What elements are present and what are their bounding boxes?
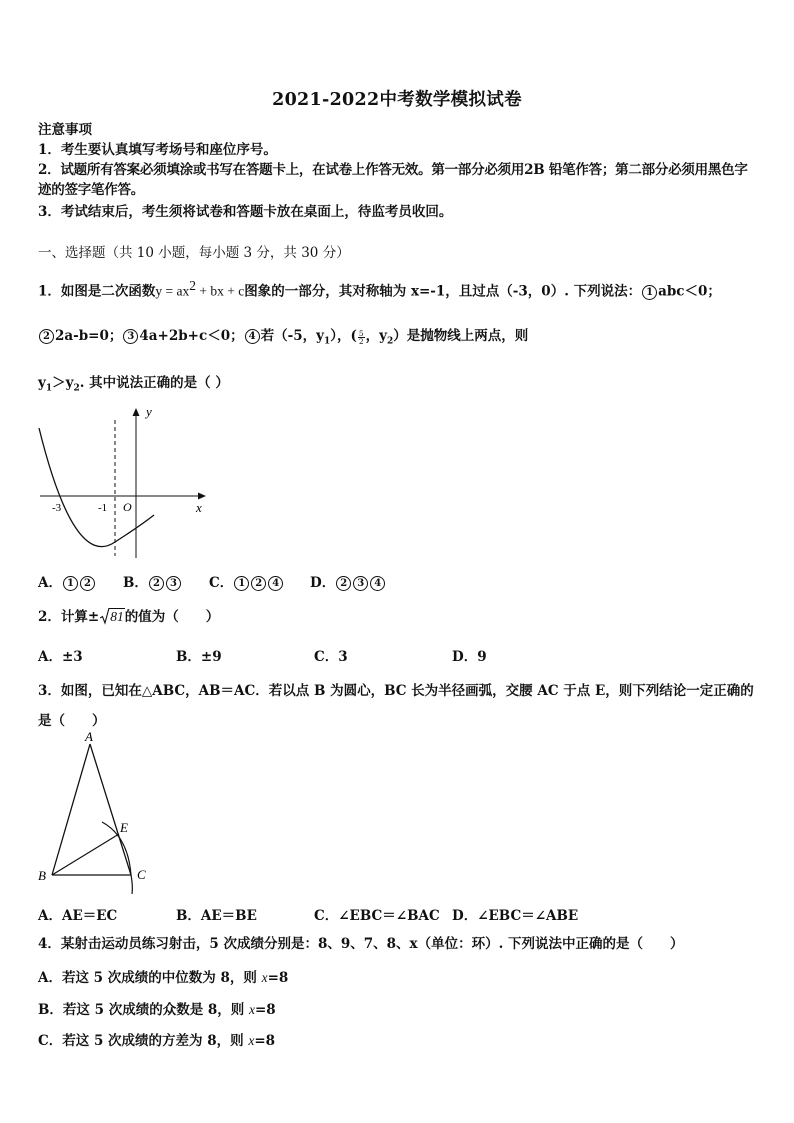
point-e-label: E — [120, 820, 128, 835]
question-1-line-3 — [38, 373, 229, 399]
circled-number: 3 — [166, 576, 181, 591]
circled-number: 1 — [234, 576, 249, 591]
q1-s4b: ），( — [330, 328, 357, 344]
question-4: 4．某射击运动员练习射击，5 次成绩分别是：8、9、7、8、x（单位：环）. 下列说法中正确的是（ ） — [38, 936, 684, 952]
q1-l3-sub1: 1 — [45, 383, 53, 394]
option-text: A．若这 5 次成绩的中位数为 8，则 — [38, 970, 262, 986]
q1-formula-b: + bx + c — [196, 283, 245, 299]
q2-option-d[interactable]: D．9 — [452, 649, 487, 665]
q1-option-d[interactable] — [310, 571, 386, 591]
vertex-c-label: C — [137, 867, 146, 882]
question-1-line-1 — [38, 276, 721, 302]
option-tail: =8 — [267, 970, 289, 986]
variable-x: x — [248, 1033, 255, 1048]
side-ac — [90, 744, 131, 875]
q2-tail: 的值为（ ） — [124, 609, 220, 625]
option-text: B．若这 5 次成绩的众数是 8，则 — [38, 1002, 249, 1018]
option-key: B． — [123, 575, 148, 591]
circled-number: 2 — [80, 576, 95, 591]
notice-item-1: 1．考生要认真填写考场号和座位序号。 — [38, 142, 277, 158]
tick-label-minus-1: -1 — [98, 502, 108, 514]
sqrt-symbol — [100, 607, 125, 627]
circled-number: 2 — [336, 576, 351, 591]
q2-option-c[interactable]: C．3 — [314, 649, 348, 665]
y-axis-label: y — [146, 404, 152, 419]
circled-number: 2 — [149, 576, 164, 591]
q3-option-b[interactable]: B．AE＝BE — [176, 908, 257, 924]
circled-number: 4 — [268, 576, 283, 591]
q1-s4c: ，y — [365, 328, 387, 344]
circled-3: 3 — [123, 329, 138, 344]
page-title: 2021-2022中考数学模拟试卷 — [272, 90, 522, 110]
q1-l3a: y — [38, 375, 46, 391]
q1-l3c: . 其中说法正确的是（ ） — [79, 375, 229, 391]
fraction — [358, 330, 365, 345]
q1-lead: 1．如图是二次函数 — [38, 283, 156, 300]
q3-option-c[interactable]: C．∠EBC＝∠BAC — [314, 908, 440, 924]
circled-number: 1 — [63, 576, 78, 591]
notice-heading: 注意事项 — [38, 122, 92, 138]
option-tail: =8 — [255, 1002, 276, 1018]
circled-number: 2 — [251, 576, 266, 591]
q1-l3-sub2: 2 — [73, 383, 80, 394]
option-tail: =8 — [254, 1033, 276, 1049]
q1-formula-a: y = ax — [155, 283, 190, 299]
question-3: 3．如图，已知在△ABC，AB＝AC．若以点 B 为圆心，BC 长为半径画弧，交腰 AC 于点 E，则下列结论一定正确的是（ ） — [38, 683, 754, 729]
q1-option-b[interactable] — [123, 571, 182, 591]
vertex-b-label: B — [38, 868, 46, 883]
q2-option-a[interactable]: A．±3 — [38, 649, 83, 665]
fraction-denominator: 2 — [358, 337, 364, 346]
q1-mid: 图象的一部分，其对称轴为 x=-1，且过点（-3，0）. 下列说法： — [244, 283, 642, 300]
radicand: 81 — [110, 609, 124, 624]
fraction-numerator: 5 — [358, 329, 364, 338]
circled-1: 1 — [642, 285, 657, 300]
parabola-curve — [39, 428, 154, 547]
option-text: C．若这 5 次成绩的方差为 8，则 — [38, 1033, 249, 1049]
section-heading: 一、选择题（共 10 小题，每小题 3 分，共 30 分） — [38, 245, 350, 261]
q4-option-c[interactable] — [38, 1029, 275, 1049]
q4-option-b[interactable] — [38, 998, 276, 1018]
notice-item-2: 2．试题所有答案必须填涂或书写在答题卡上，在试卷上作答无效。第一部分必须用2B 铅笔作答；第二部分必须用黑色字迹的签字笔作答。 — [38, 162, 748, 198]
circled-2: 2 — [39, 329, 54, 344]
x-axis-label: x — [196, 500, 202, 515]
q1-option-a[interactable] — [38, 571, 96, 591]
q1-s4-sub1: 1 — [323, 336, 331, 347]
vertex-a-label: A — [85, 729, 93, 744]
q1-option-c[interactable] — [209, 571, 284, 591]
origin-label: O — [123, 500, 132, 514]
q1-s3: 4a+2b+c＜0； — [139, 328, 244, 344]
variable-x: x — [249, 1002, 255, 1017]
question-2 — [38, 607, 219, 627]
q4-option-a[interactable] — [38, 966, 288, 986]
q1-s1: abc＜0； — [658, 283, 721, 300]
option-key: D． — [310, 575, 336, 591]
x-axis-arrow-icon — [198, 493, 206, 500]
question-1-line-2 — [38, 326, 528, 352]
circled-4: 4 — [245, 329, 260, 344]
circled-number: 4 — [370, 576, 385, 591]
radical-sign-icon — [100, 607, 110, 625]
q1-s4a: 若（-5，y — [260, 328, 324, 344]
y-axis-arrow-icon — [133, 408, 140, 416]
q1-l3b: ＞y — [52, 375, 74, 391]
q1-s4-sub2: 2 — [387, 336, 394, 347]
q2-option-b[interactable]: B．±9 — [176, 649, 222, 665]
variable-x: x — [261, 970, 268, 985]
tick-label-minus-3: -3 — [52, 502, 62, 514]
q2-lead: 2．计算± — [38, 609, 100, 625]
q3-option-d[interactable]: D．∠EBC＝∠ABE — [452, 908, 579, 924]
q3-option-a[interactable]: A．AE＝EC — [38, 908, 118, 924]
triangle-figure — [34, 726, 164, 898]
q1-formula-sup: 2 — [189, 278, 197, 293]
option-key: C． — [209, 575, 234, 591]
circled-number: 3 — [353, 576, 368, 591]
q1-s4d: ）是抛物线上两点，则 — [393, 328, 529, 344]
notice-item-3: 3．考试结束后，考生须将试卷和答题卡放在桌面上，待监考员收回。 — [38, 204, 453, 220]
parabola-figure — [36, 400, 216, 562]
q1-s2: 2a-b=0； — [55, 328, 123, 344]
option-key: A． — [38, 575, 62, 591]
